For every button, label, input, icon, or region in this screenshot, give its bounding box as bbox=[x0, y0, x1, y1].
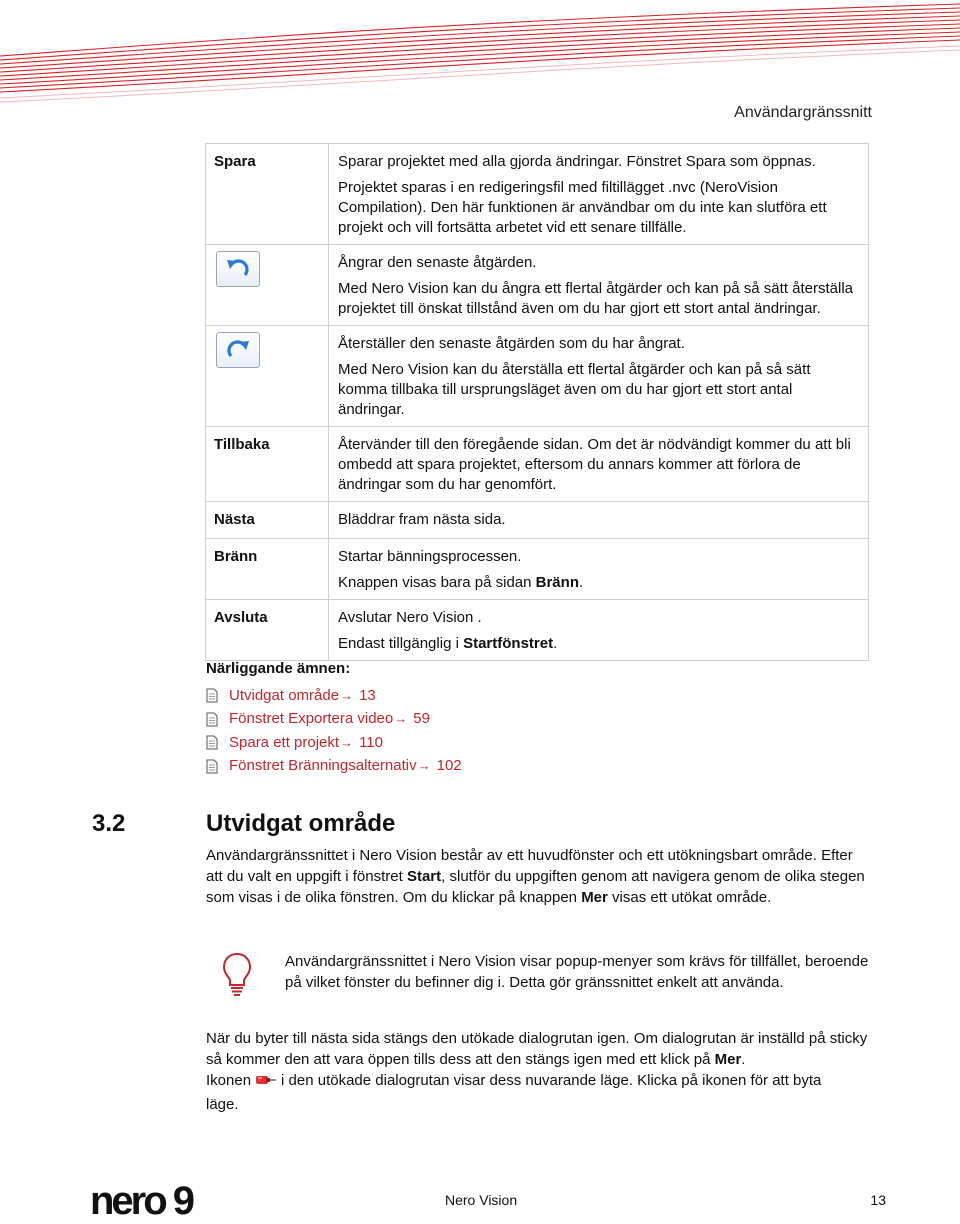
bold-term: Startfönstret bbox=[463, 635, 554, 652]
arrow-icon: → bbox=[340, 687, 354, 703]
related-link-item[interactable] bbox=[206, 684, 462, 708]
arrow-icon: → bbox=[417, 758, 431, 774]
document-icon bbox=[206, 712, 218, 727]
table-row-avsluta bbox=[206, 600, 869, 661]
related-link-item[interactable] bbox=[206, 708, 462, 732]
description-text: Bläddrar fram nästa sida. bbox=[338, 511, 506, 528]
text-run: Användargränssnittet i Nero Vision består av ett huvudfönster och ett utökningsbart område. Efter att du valt en uppgift i fönstret bbox=[206, 847, 853, 885]
row-description bbox=[329, 502, 869, 539]
bold-term: Start bbox=[406, 868, 442, 885]
arrow-icon: → bbox=[394, 711, 408, 727]
text-run: Ikonen bbox=[206, 1072, 252, 1089]
redo-icon bbox=[216, 332, 260, 368]
row-label: Nästa bbox=[206, 502, 329, 539]
row-label: Bränn bbox=[206, 539, 329, 600]
related-heading: Närliggande ämnen: bbox=[206, 660, 351, 677]
body-paragraph: läge. bbox=[206, 1096, 239, 1113]
text-run: i den utökade dialogrutan visar dess nuvarande läge. Klicka på ikonen för att byta bbox=[281, 1072, 822, 1089]
text-run: Knappen visas bara på sidan bbox=[338, 574, 536, 591]
description-text: Avslutar Nero Vision . bbox=[338, 609, 482, 626]
text-run: Endast tillgänglig i bbox=[338, 635, 464, 652]
description-text: Återvänder till den föregående sidan. Om det är nödvändigt kommer du att bli ombedd att spara projektet, eftersom du annars kommer att förlora de ändringar som du har genomfört. bbox=[338, 436, 851, 493]
nero-logo bbox=[90, 1178, 230, 1224]
row-description bbox=[329, 144, 869, 245]
section-title: Utvidgat område bbox=[206, 810, 396, 837]
header-wave bbox=[0, 0, 960, 110]
related-page-number[interactable]: 13 bbox=[359, 686, 376, 704]
related-link-label[interactable]: Spara ett projekt bbox=[229, 733, 340, 751]
section-number: 3.2 bbox=[92, 810, 126, 837]
related-link-item[interactable] bbox=[206, 731, 462, 755]
row-icon-cell bbox=[206, 326, 329, 427]
description-text bbox=[338, 634, 860, 654]
row-icon-cell bbox=[206, 245, 329, 326]
table-row-spara bbox=[206, 144, 869, 245]
description-text: Med Nero Vision kan du återställa ett flertal åtgärder och kan på så sätt komma tillbaka till ursprungsläget även om du har gjort ett stort antal ändringar. bbox=[338, 361, 811, 418]
body-paragraph bbox=[206, 1028, 871, 1091]
row-description bbox=[329, 539, 869, 600]
document-icon bbox=[206, 688, 218, 703]
bold-term: Bränn bbox=[535, 574, 579, 591]
tip-note: Användargränssnittet i Nero Vision visar popup-menyer som krävs för tillfället, beroende på vilket fönster du befinner dig i. Detta gör gränssnittet enkelt att använda. bbox=[285, 953, 869, 991]
function-table bbox=[205, 143, 869, 661]
text-run: visas ett utökat område. bbox=[607, 889, 772, 906]
related-page-number[interactable]: 59 bbox=[413, 710, 430, 728]
document-icon bbox=[206, 735, 218, 750]
table-row-undo bbox=[206, 245, 869, 326]
related-page-number[interactable]: 110 bbox=[359, 733, 383, 751]
bold-term: Mer bbox=[581, 889, 608, 906]
table-row-nasta bbox=[206, 502, 869, 539]
row-label: Spara bbox=[206, 144, 329, 245]
row-description bbox=[329, 326, 869, 427]
description-text: Startar bänningsprocessen. bbox=[338, 548, 522, 565]
description-text: Projektet sparas i en redigeringsfil med filtillägget .nvc (NeroVision Compilation). Den här funktionen är användbar om du inte kan slutföra ett projekt och vill fortsätta arbetet vid ett senare tillfälle. bbox=[338, 179, 827, 236]
related-link-label[interactable]: Fönstret Bränningsalternativ bbox=[229, 757, 417, 775]
related-link-label[interactable]: Fönstret Exportera video bbox=[229, 710, 394, 728]
svg-text:nero 9: nero 9 bbox=[90, 1179, 193, 1223]
footer-product-name: Nero Vision bbox=[445, 1192, 518, 1208]
table-row-tillbaka bbox=[206, 427, 869, 502]
document-icon bbox=[206, 759, 218, 774]
row-description bbox=[329, 245, 869, 326]
footer-page-number: 13 bbox=[870, 1192, 886, 1208]
pin-icon bbox=[255, 1073, 277, 1087]
text-run: . bbox=[578, 574, 584, 591]
description-text bbox=[338, 573, 860, 593]
text-run: När du byter till nästa sida stängs den utökade dialogrutan igen. Om dialogrutan är inställd på sticky så kommer den att vara öppen tills dess att den stängs igen med ett klick på bbox=[206, 1030, 868, 1068]
description-text: Med Nero Vision kan du ångra ett flertal åtgärder och kan på så sätt återställa projektet till önskat tillstånd även om du har gjort ett stort antal ändringar. bbox=[338, 280, 854, 317]
lightbulb-icon bbox=[222, 952, 252, 996]
description-text: Ångrar den senaste åtgärden. bbox=[338, 254, 537, 271]
table-row-redo bbox=[206, 326, 869, 427]
row-label: Avsluta bbox=[206, 600, 329, 661]
row-description bbox=[329, 427, 869, 502]
table-row-brann bbox=[206, 539, 869, 600]
description-text: Återställer den senaste åtgärden som du har ångrat. bbox=[338, 335, 685, 352]
text-run: . bbox=[741, 1051, 746, 1068]
section-heading bbox=[92, 810, 395, 838]
arrow-icon: → bbox=[340, 734, 354, 750]
chapter-title: Användargränssnitt bbox=[734, 104, 872, 121]
related-page-number[interactable]: 102 bbox=[436, 757, 462, 775]
bold-term: Mer bbox=[714, 1051, 742, 1068]
undo-icon bbox=[216, 251, 260, 287]
body-paragraph bbox=[206, 845, 871, 908]
row-description bbox=[329, 600, 869, 661]
description-text: Sparar projektet med alla gjorda ändringar. Fönstret Spara som öppnas. bbox=[338, 153, 816, 170]
text-run: . bbox=[553, 635, 558, 652]
text-run: , slutför du uppgiften genom att navigera genom de olika stegen som visas i de olika fönstren. Om du klickar på knappen bbox=[206, 868, 865, 906]
related-link-item[interactable] bbox=[206, 755, 462, 779]
related-topics bbox=[206, 657, 462, 778]
row-label: Tillbaka bbox=[206, 427, 329, 502]
related-link-label[interactable]: Utvidgat område bbox=[229, 686, 340, 704]
